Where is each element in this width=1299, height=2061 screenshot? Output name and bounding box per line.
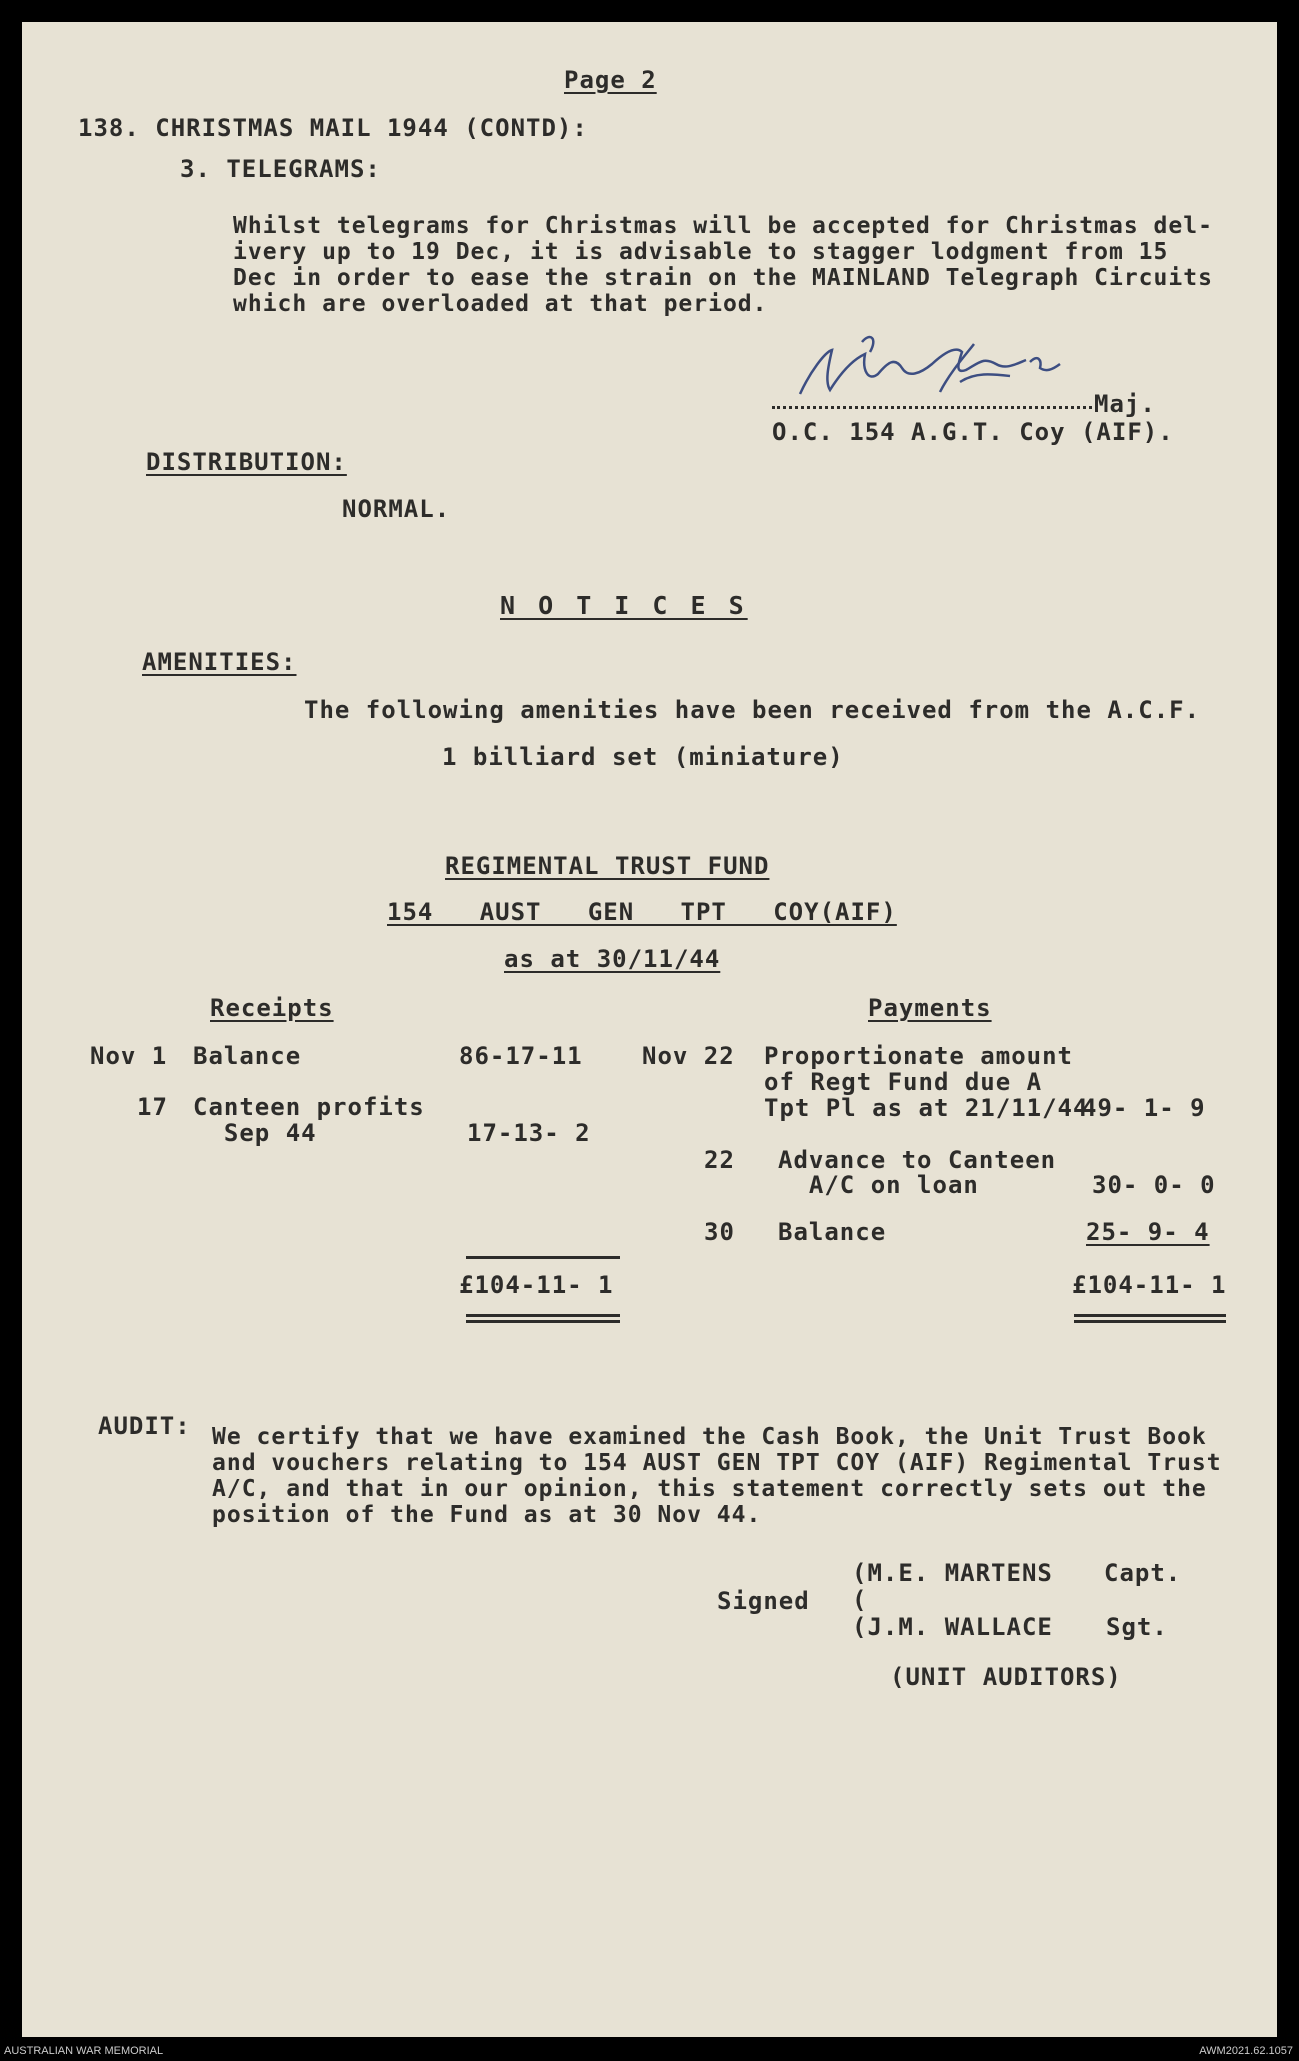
payment-date: 22	[704, 1146, 735, 1174]
signatory-rank: Maj.	[1094, 390, 1156, 418]
payment-date: Nov 22	[642, 1042, 735, 1070]
unit-auditors: (UNIT AUDITORS)	[890, 1663, 1122, 1691]
distribution-value: NORMAL.	[342, 495, 451, 523]
fund-as-at: as at 30/11/44	[504, 945, 721, 973]
receipt-description: Sep 44	[193, 1119, 317, 1147]
sub-heading-telegrams: 3. TELEGRAMS:	[180, 155, 381, 183]
payment-description: Tpt Pl as at 21/11/44	[764, 1094, 1089, 1122]
payment-description: A/C on loan	[778, 1171, 979, 1199]
auditor-name: (J.M. WALLACE	[852, 1613, 1053, 1641]
fund-title: REGIMENTAL TRUST FUND	[445, 852, 770, 880]
page-number: Page 2	[564, 66, 657, 94]
payment-description: of Regt Fund due A	[764, 1068, 1043, 1096]
payment-amount: 25- 9- 4	[1086, 1218, 1210, 1246]
payment-description: Balance	[778, 1218, 887, 1246]
auditor-rank: Sgt.	[1106, 1613, 1168, 1641]
total-rule	[1074, 1314, 1226, 1317]
receipt-amount: 86-17-11	[459, 1042, 583, 1070]
payment-description: Proportionate amount	[764, 1042, 1073, 1070]
footer-institution: AUSTRALIAN WAR MEMORIAL	[4, 2045, 164, 2057]
fund-unit: 154 AUST GEN TPT COY(AIF)	[387, 898, 897, 926]
paragraph-line: ivery up to 19 Dec, it is advisable to stagger lodgment from 15	[233, 239, 1169, 265]
receipts-heading: Receipts	[210, 994, 334, 1022]
payment-date: 30	[704, 1218, 735, 1246]
paragraph-line: We certify that we have examined the Cash Book, the Unit Trust Book	[212, 1424, 1207, 1450]
amenities-label: AMENITIES:	[142, 648, 297, 676]
payment-amount: 49- 1- 9	[1082, 1094, 1206, 1122]
paragraph-line: which are overloaded at that period.	[233, 291, 768, 317]
paragraph-line: Dec in order to ease the strain on the MAINLAND Telegraph Circuits	[233, 265, 1213, 291]
total-rule	[1074, 1320, 1226, 1323]
total-rule	[466, 1320, 620, 1323]
handwritten-signature	[770, 312, 1120, 412]
payments-heading: Payments	[868, 994, 992, 1022]
distribution-label: DISTRIBUTION:	[146, 448, 347, 476]
total-rule	[466, 1314, 620, 1317]
payment-amount: 30- 0- 0	[1092, 1171, 1216, 1199]
receipt-description: Canteen profits	[193, 1093, 425, 1121]
paragraph-line: Whilst telegrams for Christmas will be accepted for Christmas del-	[233, 213, 1213, 239]
subtotal-rule	[466, 1256, 620, 1259]
signature-line	[772, 406, 1092, 409]
receipt-date: Nov 1	[90, 1042, 168, 1070]
total-payments: £104-11- 1	[1072, 1271, 1227, 1299]
audit-label: AUDIT:	[98, 1412, 191, 1440]
document-page	[22, 22, 1277, 2037]
auditor-rank: Capt.	[1104, 1559, 1182, 1587]
amenities-item: 1 billiard set (miniature)	[442, 743, 844, 771]
footer-catalogue-number: AWM2021.62.1057	[1199, 2045, 1293, 2057]
payment-description: Advance to Canteen	[778, 1146, 1057, 1174]
amenities-text: The following amenities have been received from the A.C.F.	[304, 696, 1201, 724]
auditor-bracket: (	[852, 1586, 868, 1614]
receipt-date: 17	[137, 1093, 168, 1121]
paragraph-line: and vouchers relating to 154 AUST GEN TPT COY (AIF) Regimental Trust	[212, 1450, 1222, 1476]
signatory-title: O.C. 154 A.G.T. Coy (AIF).	[772, 418, 1174, 446]
receipt-amount: 17-13- 2	[467, 1119, 591, 1147]
receipt-description: Balance	[193, 1042, 302, 1070]
paragraph-line: A/C, and that in our opinion, this statement correctly sets out the	[212, 1476, 1207, 1502]
notices-title: N O T I C E S	[500, 591, 748, 620]
item-heading: 138. CHRISTMAS MAIL 1944 (CONTD):	[78, 114, 588, 142]
auditor-name: (M.E. MARTENS	[852, 1559, 1053, 1587]
signed-label: Signed	[717, 1587, 810, 1615]
paragraph-line: position of the Fund as at 30 Nov 44.	[212, 1502, 762, 1528]
total-receipts: £104-11- 1	[459, 1271, 614, 1299]
